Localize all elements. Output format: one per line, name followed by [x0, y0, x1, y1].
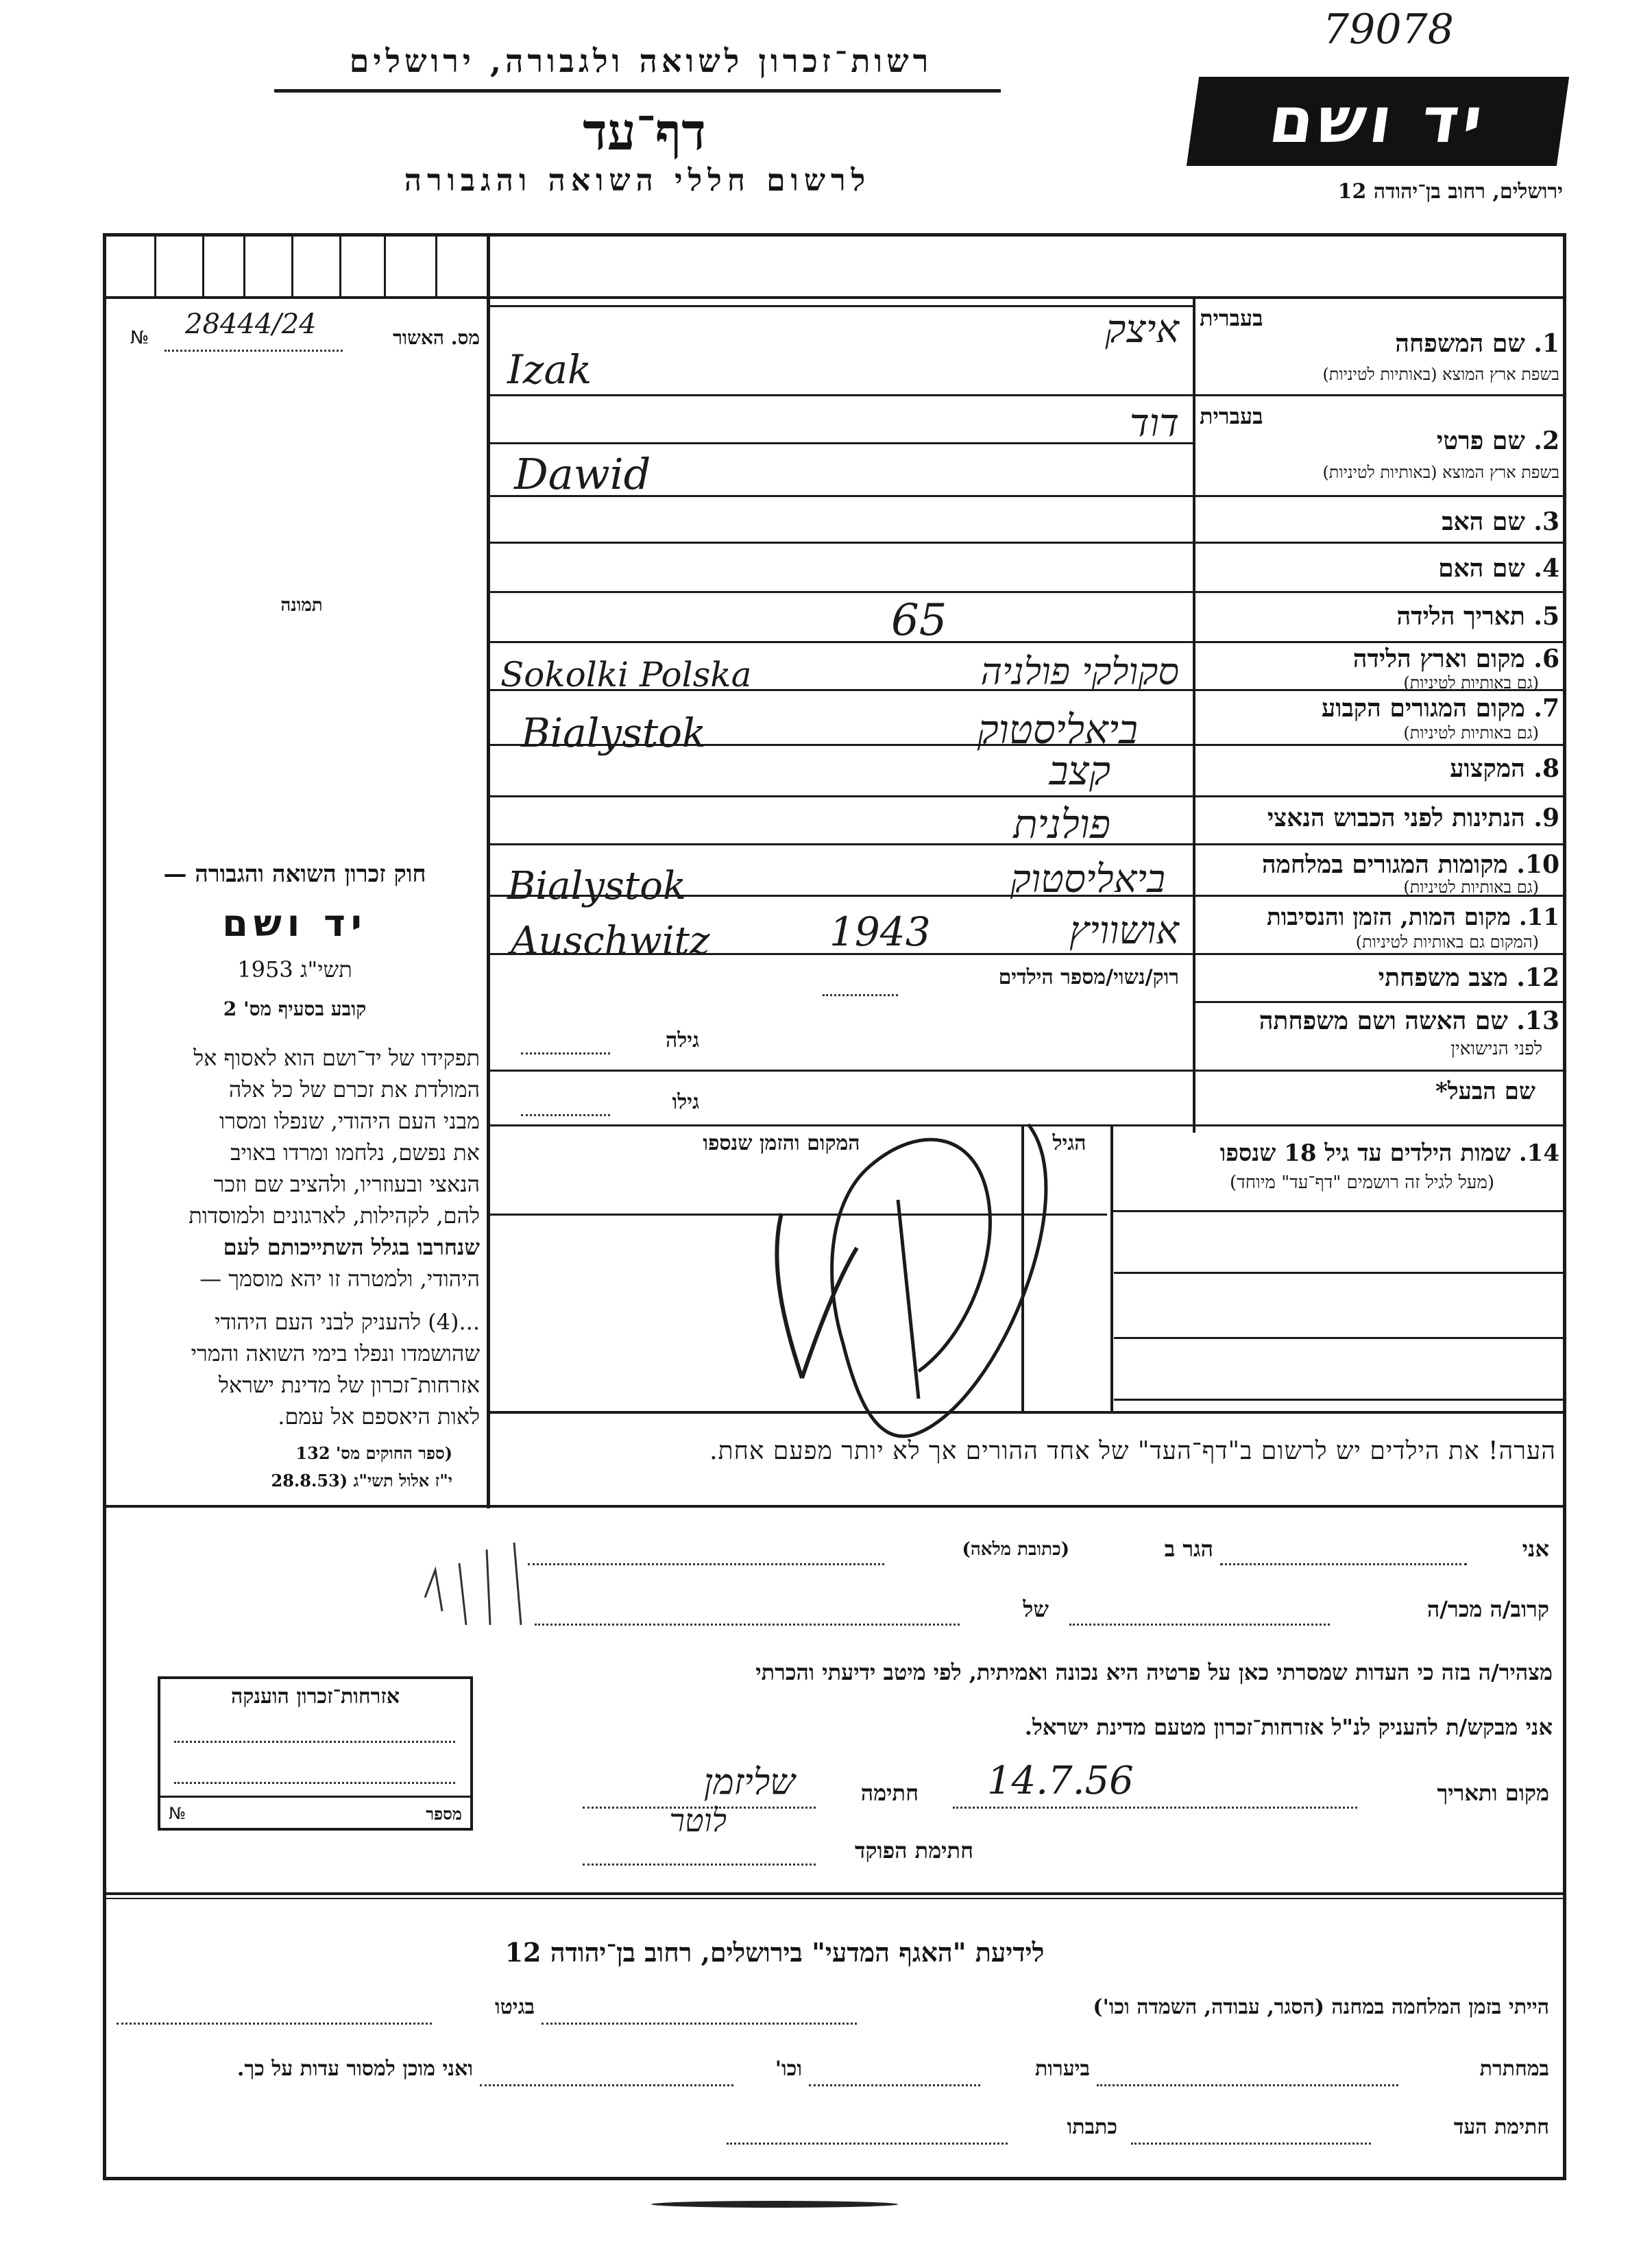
law-text-line: שהושמדו ונפלו בימי השואה והמרי [191, 1340, 480, 1366]
field-14-sub: (מעל לגיל זה רושמים "דף־עד" מיוחד) [1230, 1172, 1494, 1193]
note-line [490, 1505, 1566, 1508]
law-section: קובע בסעיף מס' 2 [223, 998, 367, 1020]
wife-age-label: גילה [665, 1028, 699, 1052]
signature-value[interactable]: שליזמן [703, 1762, 795, 1803]
law-text-line: לאות היאספם אל עמם. [278, 1403, 480, 1430]
officer-signature-value[interactable]: לוטר [669, 1802, 727, 1839]
registration-label: מס. האשור [393, 326, 480, 349]
i-label: אני [1522, 1536, 1549, 1562]
nationality-value[interactable]: פולנית [1013, 801, 1110, 847]
witness-signature-label: חתימת העד [1453, 2115, 1549, 2139]
registration-line [165, 350, 343, 352]
field-4-label: 4. שם האם [1438, 554, 1559, 583]
left-panel-divider [487, 233, 490, 1508]
law-year: תשי"ג 1953 [237, 956, 352, 982]
law-text [110, 1042, 480, 1294]
witness-address-line[interactable] [727, 2143, 1008, 2145]
law-text-line: שנחרבו בגלל השתייכותם לעם [223, 1234, 480, 1260]
place-date-line[interactable] [953, 1807, 1357, 1809]
law-ref-1: (ספר החוקים מס' 132 [295, 1443, 452, 1463]
in-hebrew-label-2: בעברית [1200, 403, 1263, 429]
declarant-name-line[interactable] [1220, 1563, 1467, 1565]
etc-line[interactable] [480, 2084, 733, 2086]
law-text-line: מבני העם היהודי, שנפלו ומסרו [219, 1108, 480, 1134]
children-place-column: המקום והזמן שנספו [703, 1131, 860, 1155]
field-13-label: 13. שם האשה ושם משפחתה [1259, 1006, 1559, 1035]
law-text-2 [110, 1306, 480, 1432]
law-text-line: את נפשם, נלחמו ומרדו באויב [230, 1139, 480, 1166]
address-line[interactable] [528, 1563, 884, 1565]
witness-address-label: כתבתו [1067, 2115, 1117, 2139]
residence-hebrew[interactable]: ביאליסטוק [977, 706, 1138, 753]
law-text-line: היהודי, ולמטרה זו יהא מוסמך — [199, 1266, 480, 1292]
death-year[interactable]: 1943 [829, 908, 931, 955]
in-hebrew-label-1: בעברית [1200, 305, 1263, 331]
law-name: יד ושם [222, 902, 367, 945]
memorial-line-1[interactable] [174, 1741, 455, 1743]
underground-label: במחתרת [1479, 2057, 1549, 2081]
archive-number: 79078 [1323, 5, 1454, 53]
surname-hebrew[interactable]: איצק [1105, 307, 1179, 352]
left-panel-bottom [103, 1505, 490, 1508]
field-6-label: 6. מקום וארץ הלידה [1352, 644, 1559, 673]
relation-label: קרוב/ה מכר/ה [1426, 1596, 1549, 1622]
birthplace-hebrew[interactable]: סקולקי פולניה [980, 650, 1179, 693]
field-5-label: 5. תאריך הלידה [1396, 602, 1559, 631]
address: ירושלים, רחוב בן־יהודה 12 [1337, 180, 1563, 204]
memorial-line-2[interactable] [174, 1782, 455, 1784]
relation-line[interactable] [1069, 1624, 1330, 1626]
place-date-label: מקום ותאריך [1437, 1780, 1549, 1806]
declaration-request: אני מבקש/ת להעניק לנ"ל אזרחות־זכרון מטעם מדינת ישראל. [1024, 1714, 1553, 1740]
label-column-divider [1193, 296, 1195, 1133]
declaration-statement: מצהיר/ה בזה כי העדות שמסרתי כאן על פרטיה היא נכונה ואמיתית, לפי מיטב ידיעתי והכרתי [755, 1659, 1553, 1685]
ghetto-line[interactable] [117, 2023, 432, 2025]
camp-line[interactable] [542, 2023, 857, 2025]
officer-signature-label: חתימת הפוקד [855, 1837, 973, 1864]
residence-latin[interactable]: Bialystok [521, 710, 707, 756]
given-name-latin[interactable]: Dawid [514, 449, 651, 499]
logo-text: יד ושם [1265, 84, 1492, 157]
forests-line[interactable] [809, 2084, 980, 2086]
law-text-line: הנאצי ובעוזריו, ולהציב שם וזכר [213, 1171, 480, 1197]
officer-signature-line[interactable] [583, 1864, 816, 1866]
underground-line[interactable] [1097, 2084, 1398, 2086]
field-1-sub: בשפת ארץ המוצא (באותיות לטיניות) [1322, 365, 1559, 384]
death-place-hebrew[interactable]: אושוויץ [1069, 908, 1179, 953]
field-10-sub: (גם באותיות לטיניות) [1403, 878, 1539, 897]
field-13-sub: לפני הנישואין [1450, 1039, 1542, 1059]
husband-name-label: שם הבעל* [1435, 1078, 1535, 1105]
field-12-label: 12. מצב משפחתי [1378, 963, 1559, 992]
law-text-line: המולדת את זכרם של כל אלה [228, 1076, 480, 1102]
form-subtitle: לרשום חללי השואה והגבורה [404, 163, 871, 198]
field-6-sub: (גם באותיות לטיניות) [1403, 673, 1539, 692]
memorial-box-divider [160, 1796, 470, 1798]
law-text-line: ...(4) להעניק לבני העם היהודי [215, 1309, 480, 1335]
birthplace-latin[interactable]: Sokolki Polska [500, 655, 752, 695]
scribble-mark [740, 1111, 1124, 1454]
pencil-mark [411, 1529, 548, 1639]
law-text-line: תפקידו של יד־ושם הוא לאסוף אל [193, 1045, 480, 1071]
husband-age-line[interactable] [521, 1114, 610, 1116]
memorial-box-title: אזרחות־זכרון הוענקה [230, 1685, 400, 1709]
note-text: הערה! את הילדים יש לרשום ב"דף־העד" של אחד ההורים אך לא יותר מפעם אחת. [709, 1437, 1556, 1465]
bottom-smear [651, 2201, 898, 2208]
witness-signature-line[interactable] [1131, 2143, 1371, 2145]
marital-options: רוק/נשוי/מספר הילדים [998, 965, 1179, 989]
forests-label: ביערות [1034, 2057, 1090, 2081]
husband-age-label: גילו [672, 1090, 699, 1114]
wartime-residence-latin[interactable]: Bialystok [507, 864, 686, 908]
given-name-hebrew[interactable]: דוד [1129, 401, 1179, 446]
form-title: דף־עד [583, 103, 706, 162]
bottom-section-top [103, 1892, 1566, 1895]
field-3-label: 3. שם האב [1442, 507, 1559, 536]
children-count-line[interactable] [823, 994, 898, 996]
ghetto-label: בגיטו [494, 1995, 535, 2019]
wartime-residence-hebrew[interactable]: ביאליסטוק [1010, 857, 1165, 902]
field-1-label: 1. שם המשפחה [1395, 329, 1559, 358]
full-address-label: (כתובת מלאה) [962, 1539, 1069, 1560]
field-10-label: 10. מקומות המגורים במלחמה [1261, 850, 1559, 879]
field-7-label: 7. מקום המגורים הקבוע [1321, 694, 1559, 723]
photo-label: תמונה [280, 595, 323, 616]
field-8-label: 8. המקצוע [1450, 754, 1559, 783]
death-place-latin[interactable]: Auschwitz [511, 919, 710, 963]
memorial-box [158, 1676, 473, 1831]
children-age-column: הגיל [1052, 1131, 1086, 1155]
field-11-label: 11. מקום המות, הזמן והנסיבות [1266, 904, 1559, 931]
resides-label: הגר ב [1164, 1536, 1213, 1562]
top-row-line [103, 296, 1566, 299]
bottom-section-top-2 [103, 1898, 1566, 1899]
law-ref-2: י"ז אלול תשי"ג (28.8.53 [271, 1471, 452, 1491]
law-title: חוק זכרון השואה והגבורה — [163, 860, 426, 888]
field-7-sub: (גם באותיות לטיניות) [1403, 723, 1539, 743]
field-2-label: 2. שם פרטי [1436, 426, 1559, 455]
signature-label: חתימה [860, 1780, 919, 1806]
date-value[interactable]: 14.7.56 [987, 1759, 1134, 1803]
field-14-label: 14. שמות הילדים עד גיל 18 שנספו [1219, 1139, 1559, 1167]
of-label: של [1023, 1596, 1049, 1622]
camp-line-label: הייתי בזמן המלחמה במחנה (הסגר, עבודה, השמדה וכו') [1093, 1995, 1549, 2019]
no-label: № [130, 328, 149, 348]
yad-vashem-logo [1187, 77, 1569, 166]
field-2-sub: בשפת ארץ המוצא (באותיות לטיניות) [1322, 463, 1559, 482]
surname-latin[interactable]: Izak [507, 346, 592, 393]
law-text-line: אזרחות־זכרון של מדינת ישראל [218, 1372, 480, 1398]
etc-label: וכו' [775, 2057, 802, 2081]
memorial-no-label: № [169, 1804, 186, 1823]
authority-underline [274, 89, 1001, 93]
profession-value[interactable]: קצב [1049, 747, 1110, 794]
bottom-title: לידיעת "האגף המדעי" בירושלים, רחוב בן־יהודה 12 [505, 1937, 1045, 1968]
relation-of-line[interactable] [535, 1624, 960, 1626]
authority-title: רשות־זכרון לשואה ולגבורה, ירושלים [349, 43, 933, 80]
field-11-sub: (המקום גם באותיות לטיניות) [1355, 932, 1539, 952]
registration-number[interactable]: 28444/24 [185, 309, 317, 340]
birth-date-value[interactable]: 65 [891, 595, 947, 646]
law-text-line: להם, לקהילות, לארגונים ולמוסדות [189, 1203, 480, 1229]
willing-testify-label: ואני מוכן למסור עדות על כך. [236, 2057, 473, 2081]
field-9-label: 9. הנתינות לפני הכבוש הנאצי [1267, 804, 1559, 832]
wife-age-line[interactable] [521, 1052, 610, 1054]
memorial-number-label: מספר [426, 1804, 462, 1824]
